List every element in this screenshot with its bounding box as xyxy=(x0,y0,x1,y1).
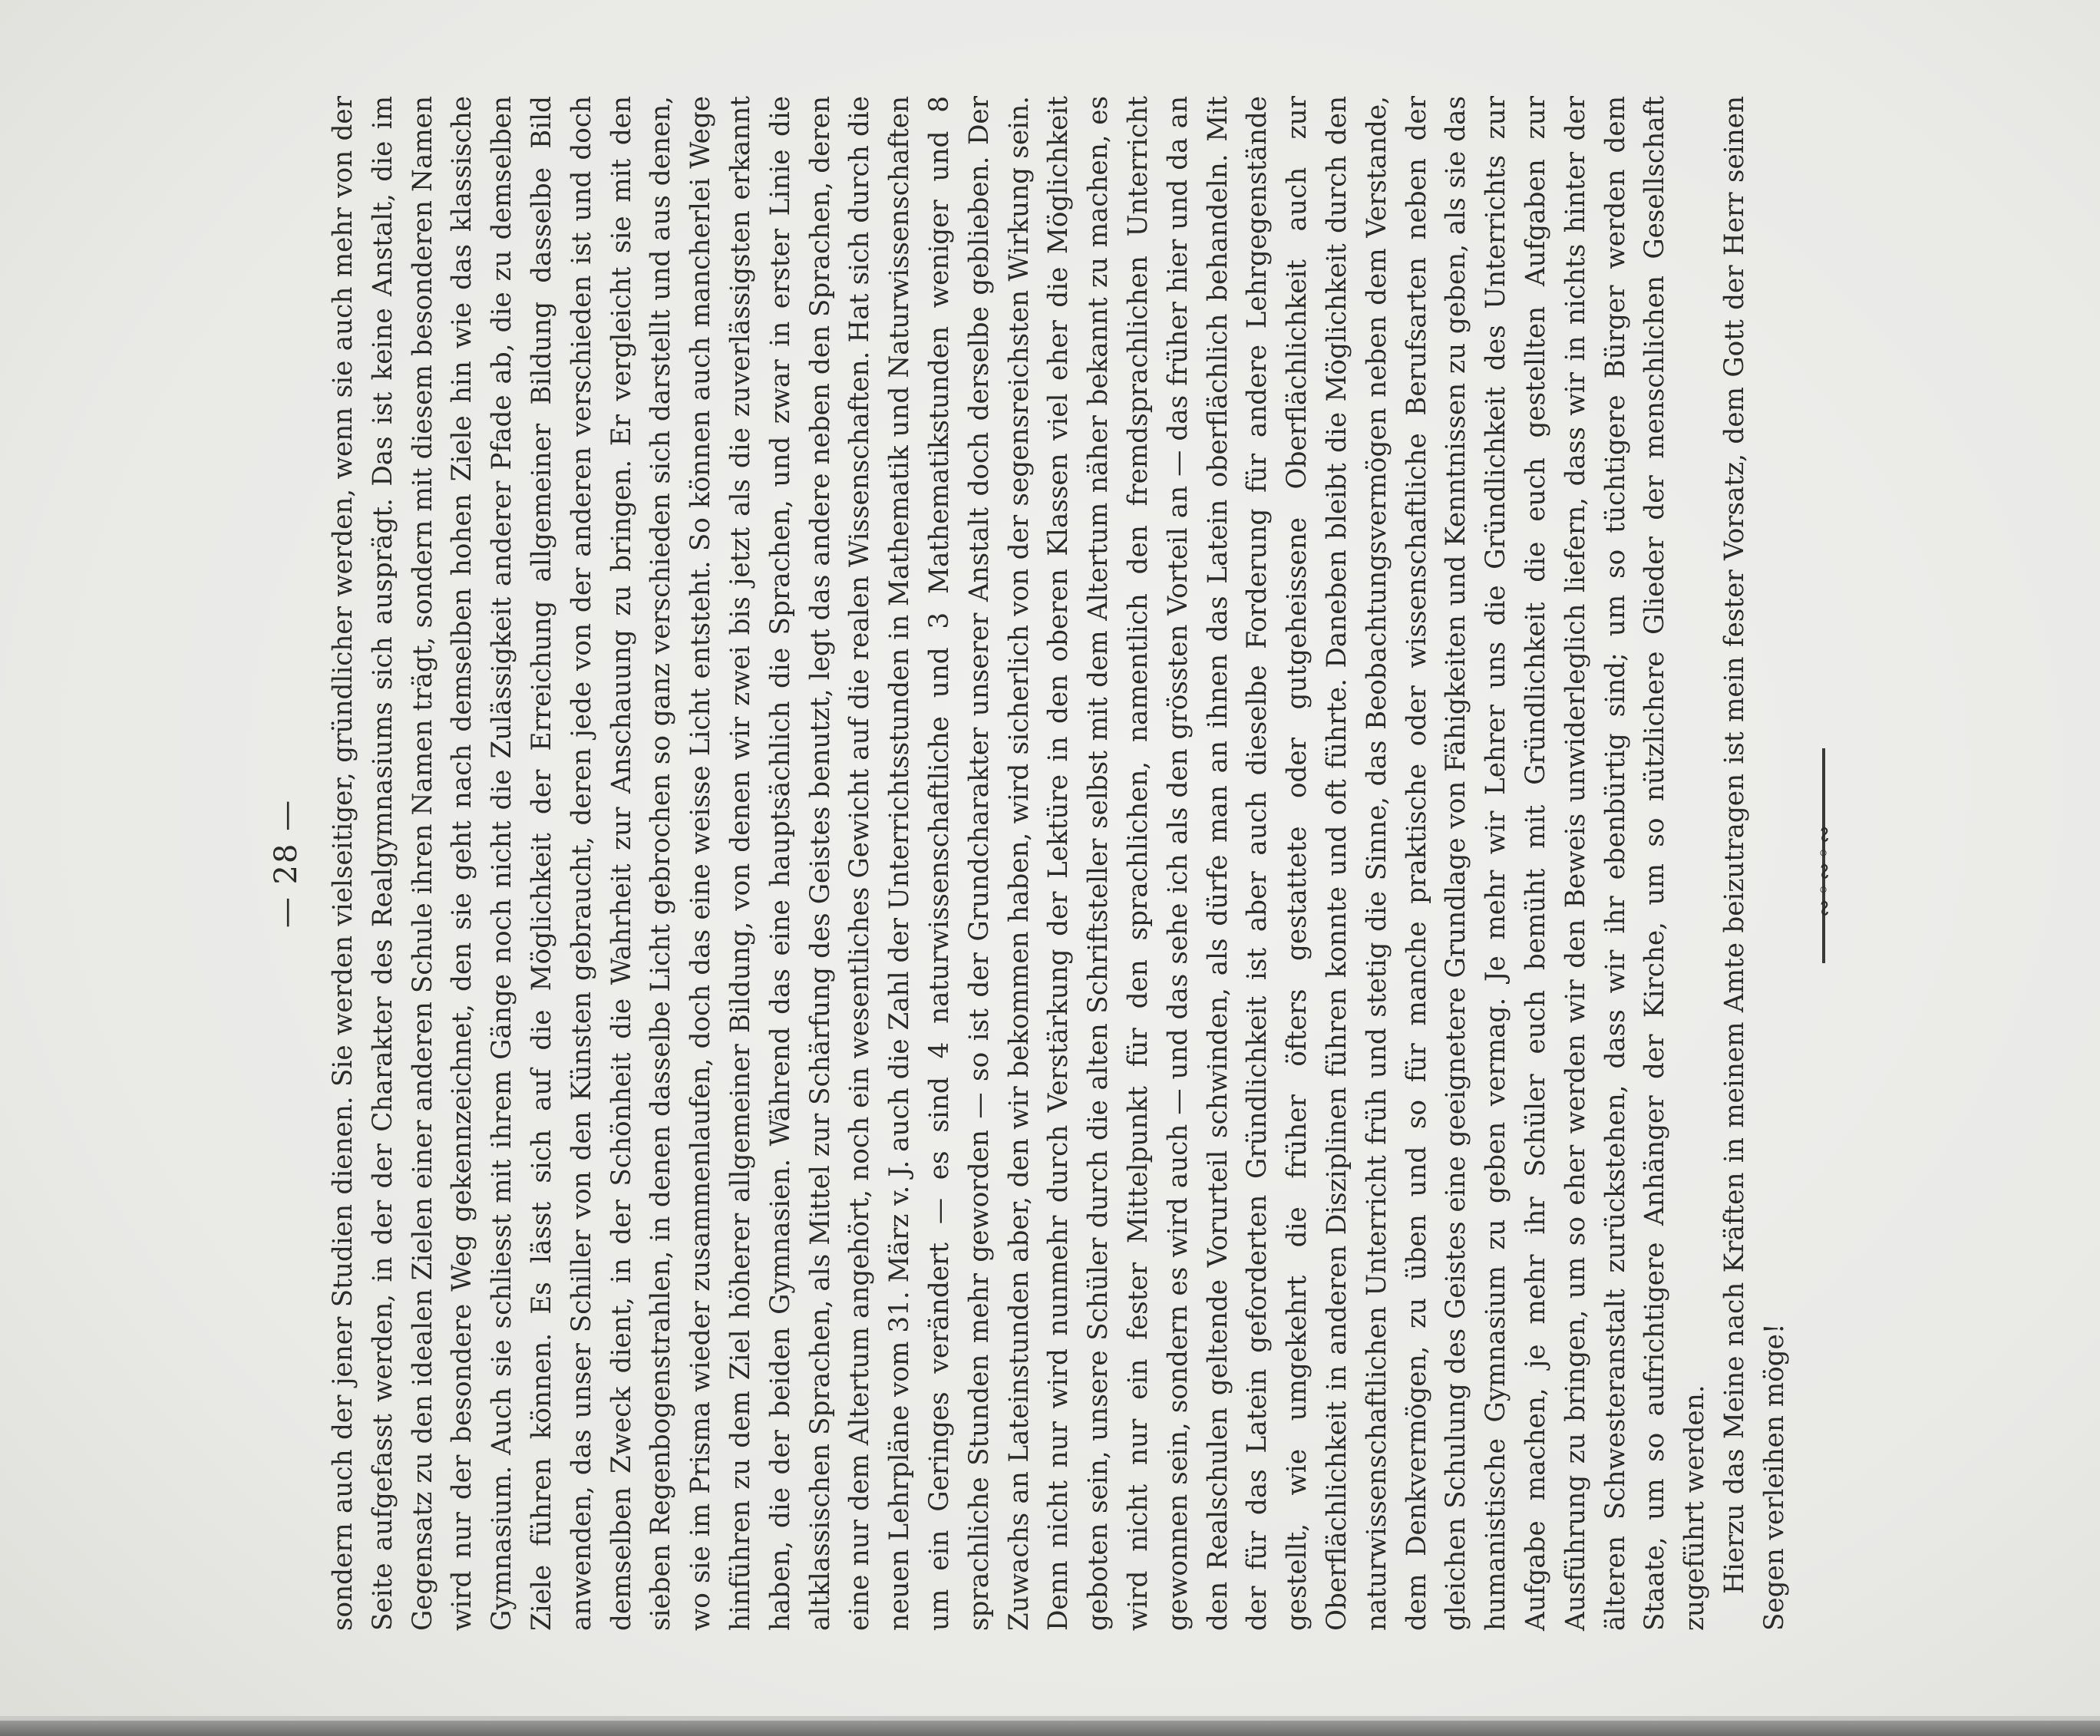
flourish-icon: ∾◦∾◦∾ xyxy=(1811,822,1838,917)
closing-ornament xyxy=(1805,96,1851,1631)
body-paragraph-2: Hierzu das Meine nach Kräften in meinem Amte beizutragen ist mein fester Vorsatz, dem Gott der Herr seinen Segen verleihen möge! xyxy=(1719,96,1790,1631)
scan-edge xyxy=(0,1721,2100,1736)
body-paragraph-1: sondern auch der jener Studien dienen. Sie werden vielseitiger, gründlicher werden, wenn sie auch mehr von der Seite aufgefasst werden, in der der Charakter des Realgymnasiums sich ausprägt. Das ist keine Anstalt, die im Gegensatz zu den idealen Zielen einer anderen Schule ihren Namen trägt, sondern mit diesem besonderen Namen wird nur der besondere Weg gekennzeichnet, den sie geht nach demselben hohen Ziele hin wie das klassische Gymnasium. Auch sie schliesst mit ihrem Gänge noch nicht die Zulässigkeit anderer Pfade ab, die zu demselben Ziele führen können. Es lässt sich auf die Möglichkeit der Erreichung allgemeiner Bildung dasselbe Bild anwenden, das unser Schiller von den Künsten gebraucht, deren jede von der anderen verschieden ist und doch demselben Zweck dient, in der Schönheit die Wahrheit zur Anschauung zu bringen. Er vergleicht sie mit den sieben Regenbogenstrahlen, in denen dasselbe Licht gebrochen so ganz verschieden sich darstellt und aus denen, wo sie im Prisma wieder zusammenlaufen, doch das eine weisse Licht entsteht. So können auch mancherlei Wege hinführen zu dem Ziel höherer allgemeiner Bildung, von denen wir zwei bis jetzt als die zuverlässigsten erkannt haben, die der beiden Gymnasien. Während das eine hauptsächlich die Sprachen, und zwar in erster Linie die altklassischen Sprachen, als Mittel zur Schärfung des Geistes benutzt, legt das andere neben den Sprachen, deren eine nur dem Altertum angehört, noch ein wesentliches Gewicht auf die realen Wissenschaften. Hat sich durch die neuen Lehrpläne vom 31. März v. J. auch die Zahl der Unterrichtsstunden in Mathematik und Naturwissenschaften um ein Geringes verändert — es sind 4 naturwissenschaftliche und 3 Mathematikstunden weniger und 8 sprachliche Stunden mehr geworden — so ist der Grundcharakter unserer Anstalt doch derselbe geblieben. Der Zuwachs an Lateinstunden aber, den wir bekommen haben, wird sicherlich von der segensreichsten Wirkung sein. Denn nicht nur wird nunmehr durch Verstärkung der Lektüre in den oberen Klassen viel eher die Möglichkeit geboten sein, unsere Schüler durch die alten Schriftsteller selbst mit dem Altertum näher bekannt zu machen, es wird nicht nur ein fester Mittelpunkt für den sprachlichen, namentlich den fremdsprachlichen Unterricht gewonnen sein, sondern es wird auch — und das sehe ich als den grössten Vorteil an — das früher hier und da an den Realschulen geltende Vorurteil schwinden, als dürfe man an ihnen das Latein oberflächlich behandeln. Mit der für das Latein geforderten Gründlichkeit ist aber auch dieselbe Forderung für andere Lehrgegenstände gestellt, wie umgekehrt die früher öfters gestattete oder gutgeheissene Oberflächlichkeit auch zur Oberflächlichkeit in anderen Disziplinen führen konnte und oft führte. Daneben bleibt die Möglichkeit durch den naturwissenschaftlichen Unterricht früh und stetig die Sinne, das Beobachtungsvermögen neben dem Verstande, dem Denkvermögen, zu üben und so für manche praktische oder wissenschaftliche Berufsarten neben der gleichen Schulung des Geistes eine geeignetere Grundlage von Fähigkeiten und Kenntnissen zu geben, als sie das humanistische Gymnasium zu geben vermag. Je mehr wir Lehrer uns die Gründlichkeit des Unterrichts zur Aufgabe machen, je mehr ihr Schüler euch bemüht mit Gründlichkeit die euch gestellten Aufgaben zur Ausführung zu bringen, um so eher werden wir den Beweis unwiderleglich liefern, dass wir in nichts hinter der älteren Schwesteranstalt zurückstehen, dass wir ihr ebenbürtig sind; um so tüchtigere Bürger werden dem Staate, um so aufrichtigere Anhänger der Kirche, um so nützlichere Glieder der menschlichen Gesellschaft zugeführt werden. xyxy=(328,96,1711,1631)
page-number: — 28 — xyxy=(269,798,304,929)
rotated-text-block xyxy=(269,96,1851,1631)
document-page xyxy=(269,96,1838,1631)
